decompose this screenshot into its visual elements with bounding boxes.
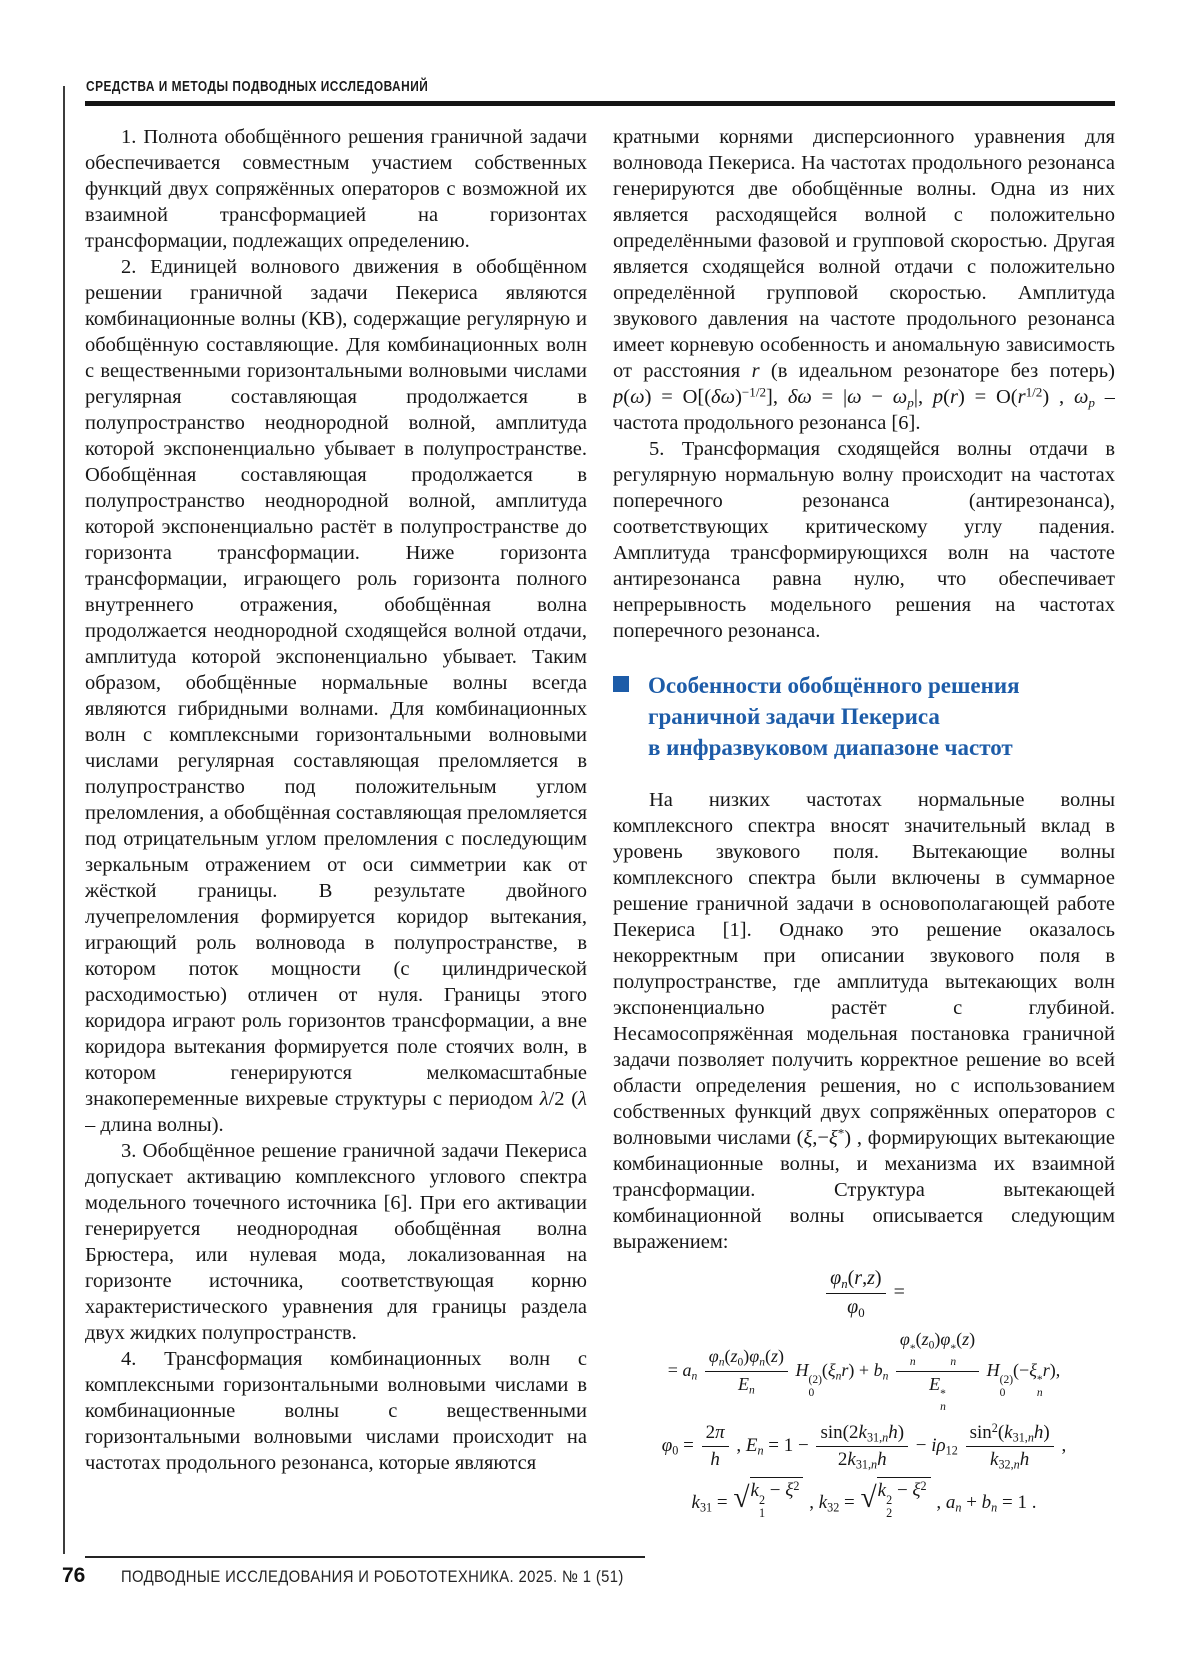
paragraph-point-1: 1. Полнота обобщённого решения граничной задачи обеспечивается совместным участием собственных функций двух сопряжённых операторов с возможной их взаимной трансформацией на горизонтах трансформации, подлежащих определению. <box>85 126 587 252</box>
paragraph-point-4: 4. Трансформация комбинационных волн с комплексными горизонтальными волновыми числами в комбинационные волны с вещественными горизонтальными волновыми числами происходит на частотах продольного резонанса, которые являются <box>85 1348 587 1474</box>
section-heading <box>613 670 1115 763</box>
page-number: 76 <box>62 1564 86 1587</box>
formula-phi-ratio: $\frac{\varphi_n(r,z)}{\varphi_0}$ = <box>613 1267 1115 1319</box>
formula-mode-sum: = $a_n$ $\frac{\varphi_n(z_0)\varphi_n(z)}{E_n}$ H (2) 0 $(\xi_nr) + b_n$ φ * n $(z_0)\varphi$ * n (z) E * n H (2) 0 (−ξ * n r), <box>667 1329 1061 1414</box>
page-fold-line <box>63 86 65 1554</box>
formula-wavenumbers: $k_{31}$ = √ k 2 1 − $\xi^2$ , $k_{32}$ = √ k 2 2 − $\xi^2$ , $a_n + b_n = 1$ . <box>691 1479 1037 1521</box>
left-column <box>85 124 587 1554</box>
footer-rule <box>85 1556 645 1558</box>
paragraph-intro-infrasound: На низких частотах нормальные волны комплексного спектра вносят значительный вклад в уровень звукового поля. Вытекающие волны комплексного спектра были включены в суммарное решение граничной задачи в основополагающей работе Пекериса [1]. Однако это решение оказалось некорректным при описании звукового поля в полупространстве, где амплитуда вытекающих волн экспоненциально растёт с глубиной. Несамосопряжённая модельная постановка граничной задачи позволяет получить корректное решение во всей области определения решения, но с использованием собственных функций двух сопряжённых операторов с волновыми числами (ξ,−ξ*) , формирующих вытекающие комбинационные волны, и механизма их взаимной трансформации. Структура вытекающей комбинационной волны описывается следующим выражением: <box>613 789 1115 1253</box>
section-title: СРЕДСТВА И МЕТОДЫ ПОДВОДНЫХ ИССЛЕДОВАНИЙ <box>86 79 429 95</box>
paragraph-point-4-continued: кратными корнями дисперсионного уравнения для волновода Пекериса. На частотах продольного резонанса генерируются две обобщённые волны. Одна из них является расходящейся волной с положительно определёнными фазовой и групповой скоростью. Другая является сходящейся волной отдачи с положительно определённой групповой скоростью. Амплитуда звукового давления на частоте продольного резонанса имеет корневую особенность и аномальную зависимость от расстояния r (в идеальном резонаторе без потерь) $p(\omega) = O[(\delta\omega)^{-1/2}]$, $\delta\omega = |\omega - \omega_p|$, $p(r) = O(r^{1/2})$ , $\omega_p$ – частота продольного резонанса [6]. <box>613 126 1115 434</box>
journal-footer-text: ПОДВОДНЫЕ ИССЛЕДОВАНИЯ И РОБОТОТЕХНИКА. 2025. № 1 (51) <box>121 1568 624 1586</box>
article-body <box>85 124 1115 1554</box>
formula-phi0-and-En: $\varphi_0$ = $\frac{2\pi}{h}$ , $E_n = 1$ − $\frac{\sin(2k_{31,n}h)}{2k_{31,n}h}$ − $i\rho_{12}$ $\frac{\sin^2(k_{31,n}h)}{k_{32,n}h}$ , <box>661 1421 1067 1472</box>
right-column <box>613 124 1115 1554</box>
journal-footer-line <box>121 1568 680 1587</box>
section-heading-text: Особенности обобщённого решения граничной задачи Пекериса в инфразвуковом диапазоне частот <box>648 673 1020 760</box>
paragraph-point-5: 5. Трансформация сходящейся волны отдачи в регулярную нормальную волну происходит на частотах поперечного резонанса (антирезонанса), соответствующих критическому углу падения. Амплитуда трансформирующихся волн на частоте антирезонанса равна нулю, что обеспечивает непрерывность модельного решения на частотах поперечного резонанса. <box>613 438 1115 642</box>
header-rule <box>85 101 1115 106</box>
paragraph-point-2: 2. Единицей волнового движения в обобщённом решении граничной задачи Пекериса являются комбинационные волны (КВ), содержащие регулярную и обобщённую составляющие. Для комбинационных волн с вещественными горизонтальными волновыми числами регулярная составляющая продолжается в полупространство неоднородной волной, амплитуда которой экспоненциально убывает в полупространстве. Обобщённая составляющая продолжается в полупространство неоднородной волной, амплитуда которой экспоненциально растёт в полупространстве до горизонта трансформации. Ниже горизонта трансформации, играющего роль горизонта полного внутреннего отражения, обобщённая волна продолжается неоднородной сходящейся волной отдачи, амплитуда которой экспоненциально убывает. Таким образом, обобщённые нормальные волны всегда являются гибридными волнами. Для комбинационных волн с комплексными горизонтальными волновыми числами регулярная составляющая преломляется в полупространство под положительным углом преломления, а обобщённая составляющая преломляется под отрицательным углом преломления с последующим зеркальным отражением от оси симметрии как от жёсткой границы. В результате двойного лучепреломления формируется коридор вытекания, играющий роль волновода в полупространстве, в котором поток мощности (с цилиндрической расходимостью) отличен от нуля. Границы этого коридора играют роль горизонтов трансформации, а вне коридора вытекания формируется поле стоячих волн, в котором генерируются мелкомасштабные знакопеременные вихревые структуры с периодом λ/2 (λ – длина волны). <box>85 256 587 1136</box>
paragraph-point-3: 3. Обобщённое решение граничной задачи Пекериса допускает активацию комплексного углового спектра модельного точечного источника [6]. При его активации генерируется неоднородная обобщённая волна Брюстера, или нулевая мода, локализованная на горизонте источника, соответствующая корню характеристического уравнения для границы раздела двух жидких полупространств. <box>85 1140 587 1344</box>
running-head <box>86 78 503 96</box>
heading-bullet-square-icon <box>613 676 629 692</box>
